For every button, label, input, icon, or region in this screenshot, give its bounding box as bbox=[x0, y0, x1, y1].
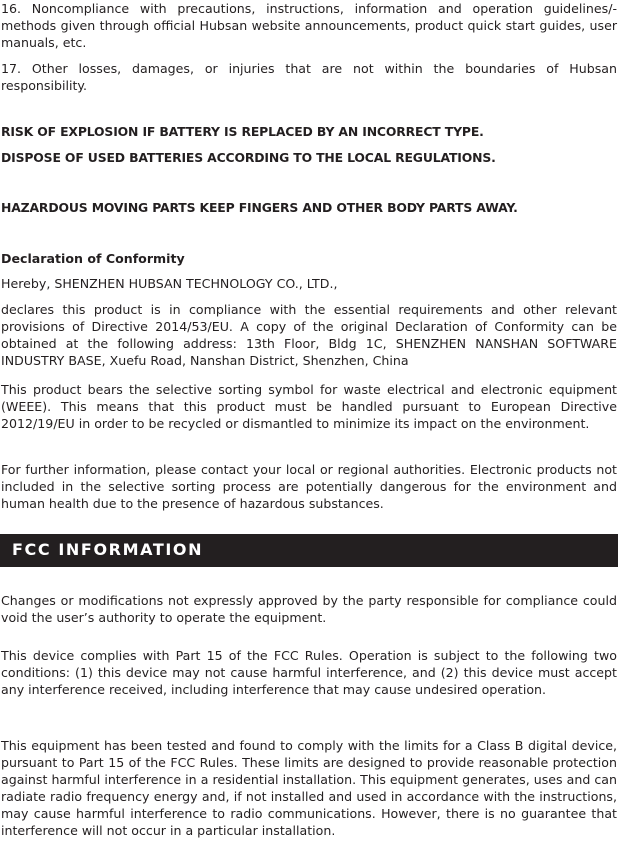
declaration-title: Declaration of Conformity bbox=[1, 251, 185, 266]
declaration-compliance-text: declares this product is in compliance with the essential requirements and other relevant provisions of Directive 2014/53/EU. A copy of the original Declaration of Conformity can be obtained at the following address: 13th Floor, Bldg 1C, SHENZHEN NANSHAN SOFTWARE INDUSTRY BASE, Xuefu Road, Nanshan District, Shenzhen, China bbox=[1, 302, 617, 368]
item-17-text: 17. Other losses, damages, or injuries that are not within the boundaries of Hubsan responsibility. bbox=[1, 61, 617, 93]
fcc-changes-text: Changes or modifications not expressly approved by the party responsible for compliance could void the user’s authority to operate the equipment. bbox=[1, 593, 617, 625]
fcc-part15-text: This device complies with Part 15 of the FCC Rules. Operation is subject to the following two conditions: (1) this device may not cause harmful interference, and (2) this device must accept any interference received, including interference that may cause undesired operation. bbox=[1, 648, 617, 697]
fcc-heading: FCC INFORMATION bbox=[12, 540, 204, 559]
further-info-text: For further information, please contact your local or regional authorities. Electronic products not included in the selective sorting process are potentially dangerous for the environment and human health due to the presence of hazardous substances. bbox=[1, 462, 617, 511]
weee-text: This product bears the selective sorting symbol for waste electrical and electronic equipment (WEEE). This means that this product must be handled pursuant to European Directive 2012/19/EU in order to be recycled or dismantled to minimize its impact on the environment. bbox=[1, 382, 617, 431]
battery-dispose-warning: DISPOSE OF USED BATTERIES ACCORDING TO THE LOCAL REGULATIONS. bbox=[1, 150, 496, 165]
item-16-text: 16. Noncompliance with precautions, instructions, information and operation guidelines/-methods given through official Hubsan website announcements, product quick start guides, user manuals, etc. bbox=[1, 1, 617, 50]
declaration-hereby: Hereby, SHENZHEN HUBSAN TECHNOLOGY CO., LTD., bbox=[1, 276, 338, 291]
fcc-class-b-text: This equipment has been tested and found to comply with the limits for a Class B digital device, pursuant to Part 15 of the FCC Rules. These limits are designed to provide reasonable protection against harmful interference in a residential installation. This equipment generates, uses and can radiate radio frequency energy and, if not installed and used in accordance with the instructions, may cause harmful interference to radio communications. However, there is no guarantee that interference will not occur in a particular installation. bbox=[1, 738, 617, 838]
battery-explosion-warning: RISK OF EXPLOSION IF BATTERY IS REPLACED BY AN INCORRECT TYPE. bbox=[1, 124, 484, 139]
moving-parts-warning: HAZARDOUS MOVING PARTS KEEP FINGERS AND OTHER BODY PARTS AWAY. bbox=[1, 200, 518, 215]
fcc-section-header bbox=[0, 534, 618, 567]
